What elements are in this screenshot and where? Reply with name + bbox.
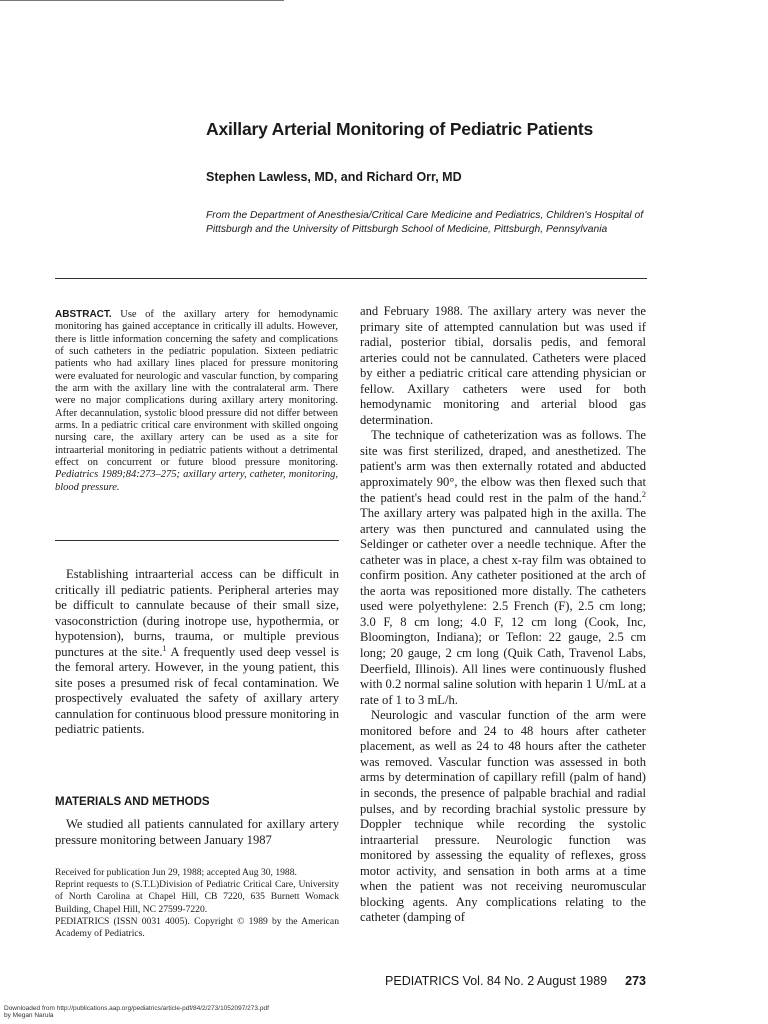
reference-marker: 2 <box>641 489 646 499</box>
download-user: by Megan Narula <box>4 1012 54 1019</box>
download-url[interactable]: Downloaded from http://publications.aap.org/pediatrics/article-pdf/84/2/273/1052097/273.pdf <box>4 1005 269 1012</box>
methods-paragraph <box>360 428 646 708</box>
technique-text-a: The technique of catheterization was as follows. The site was first sterilized, draped, and anesthetized. The patient's arm was then externally rotated and abducted approximately 90°, the elbow was then flexed such that the patient's head could rest in the palm of the hand. <box>360 428 646 505</box>
copyright-note: PEDIATRICS (ISSN 0031 4005). Copyright © 1989 by the American Academy of Pediatrics. <box>55 915 339 940</box>
author-list: Stephen Lawless, MD, and Richard Orr, MD <box>206 170 462 184</box>
abstract-text: Use of the axillary artery for hemodynamic monitoring has gained acceptance in critically ill adults. However, there is little information concerning the safety and complications of such catheters in the pediatric population. Sixteen pediatric patients who had axillary lines placed for pressure monitoring were evaluated for neurologic and vascular function, by comparing the arm with the axillary line with the contralateral arm. There were no major complications during axillary artery monitoring. After decannulation, systolic blood pressure did not differ between arms. In a pediatric critical care environment with skilled ongoing nursing care, the axillary artery can be used as a site for intraarterial monitoring in pediatric patients without a detrimental effect on concurrent or future blood pressure monitoring. <box>55 309 338 469</box>
page-number: 273 <box>625 974 646 988</box>
introduction <box>55 567 339 738</box>
footnote-divider <box>0 0 284 1</box>
methods-paragraph: Neurologic and vascular function of the arm were monitored before and 24 to 48 hours after catheter placement, as well as 24 to 48 hours after the catheter was removed. Vascular function was assessed in both arms by determination of capillary refill (palm of hand) in seconds, the presence of palpable brachial and radial pulses, and by recording brachial systolic pressure by Doppler technique while recording the systolic intraarterial pressure. Neurologic function was monitored by assessing the equality of reflexes, gross motor activity, and sensation in both arms at a time when the patient was not receiving neuromuscular blocking agents. Any complications relating to the catheter (damping of <box>360 708 646 925</box>
methods-paragraph: We studied all patients cannulated for axillary artery pressure monitoring between January 1987 <box>55 817 339 847</box>
publication-footnote <box>55 867 339 940</box>
reprint-note: Reprint requests to (S.T.L)Division of Pediatric Critical Care, University of North Carolina at Chapel Hill, CB 7220, 635 Burnett Womack Building, Chapel Hill, NC 27599-7220. <box>55 879 339 915</box>
received-note: Received for publication Jun 29, 1988; accepted Aug 30, 1988. <box>55 867 297 878</box>
abstract-citation: Pediatrics 1989;84:273–275; <box>55 469 181 481</box>
header-divider <box>55 278 647 279</box>
intro-text-b: A frequently used deep vessel is the femoral artery. However, in the young patient, this site poses a presumed risk of fecal contamination. We prospectively evaluated the safety of axillary artery cannulation for continuous blood pressure monitoring in pediatric patients. <box>55 644 340 737</box>
abstract-divider <box>55 540 339 541</box>
abstract <box>55 309 338 494</box>
download-notice <box>4 1005 269 1019</box>
author-affiliation: From the Department of Anesthesia/Critical Care Medicine and Pediatrics, Children's Hospital of Pittsburgh and the University of Pittsburgh School of Medicine, Pittsburgh, Pennsylvania <box>206 210 644 235</box>
article-title: Axillary Arterial Monitoring of Pediatric Patients <box>206 119 594 139</box>
methods-paragraph: and February 1988. The axillary artery was never the primary site of attempted cannulation but was used if radial, posterior tibial, dorsalis pedis, and femoral arteries could not be cannulated. Catheters were placed by either a pediatric critical care attending physician or fellow. Axillary catheters were used for both hemodynamic monitoring and arterial blood gas determination. <box>360 304 646 427</box>
section-heading-methods: MATERIALS AND METHODS <box>55 796 210 808</box>
abstract-keywords: axillary artery, catheter, monitoring, blood pressure. <box>55 469 339 493</box>
methods-left-column <box>55 817 339 848</box>
intro-text-a: Establishing intraarterial access can be difficult in critically ill pediatric patients. Peripheral arteries may be difficult to cannulate because of their small size, vasoconstriction (during inotrope use, hypothermia, or hypotension), burns, trauma, or multiple previous punctures at the site. <box>55 567 339 659</box>
methods-right-column <box>360 304 646 926</box>
abstract-label: ABSTRACT. <box>55 309 112 320</box>
journal-citation: PEDIATRICS Vol. 84 No. 2 August 1989 <box>385 974 608 988</box>
technique-text-b: The axillary artery was palpated high in the axilla. The artery was then punctured and cannulated using the Seldinger or catheter over a needle technique. After the catheter was in place, a chest x-ray film was obtained to confirm position. Any catheter positioned at the arch of the aorta was repositioned more distally. The catheters used were polyethylene: 2.5 French (F), 2.5 cm long; 3.0 F, 8 cm long; 4.0 F, 12 cm long (Cook, Inc, Bloomington, Indiana); or Teflon: 22 gauge, 2.5 cm long; 20 gauge, 2 cm long (Quik Cath, Travenol Labs, Deerfield, Illinois). All lines were continuously flushed with 0.2 normal saline solution with heparin 1 U/mL at a rate of 1 to 3 mL/h. <box>360 506 646 707</box>
journal-footer <box>340 974 646 988</box>
intro-paragraph <box>55 567 339 738</box>
reference-marker: 1 <box>162 643 167 653</box>
